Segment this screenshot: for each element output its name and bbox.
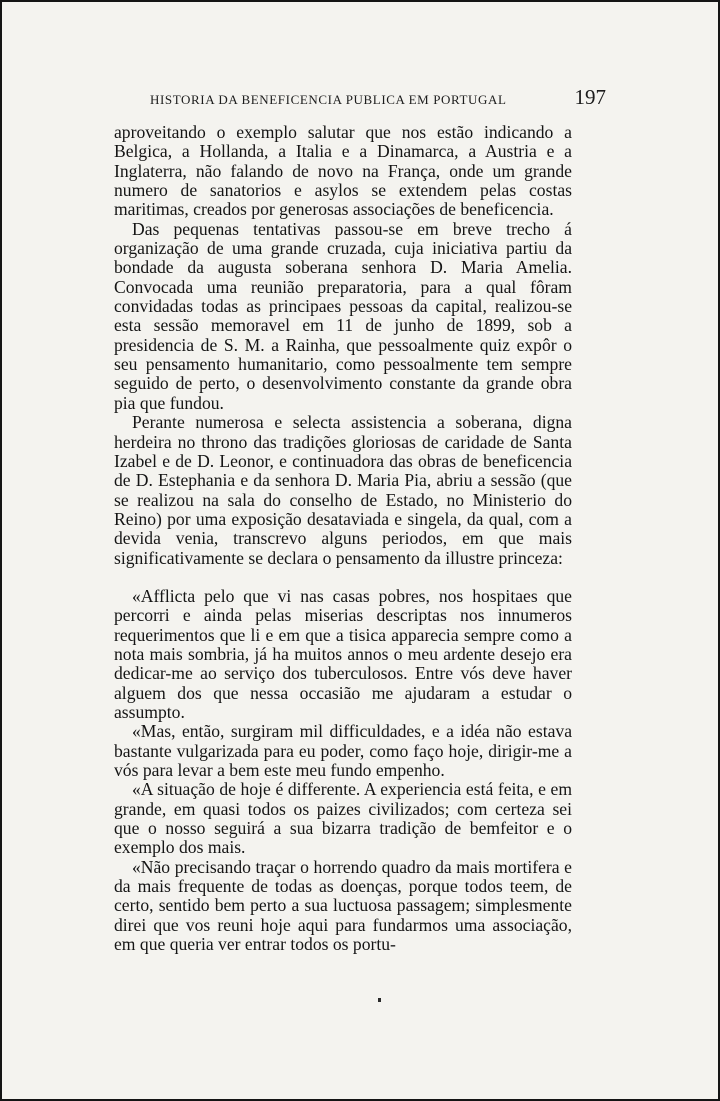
- quote-paragraph-nao-precisando: «Não precisando traçar o horrendo quadro da mais mortifera e da mais frequente de todas as doenças, porque todos teem, de certo, sentido bem perto a sua luctuosa passagem; simplesmente direi que vos reuni hoje aqui para fundarmos uma associação, em que queria ver entrar todos os portu-: [114, 856, 572, 955]
- quote-paragraph-mas: «Mas, então, surgiram mil difficuldades, e a idéa não estava bastante vulgarizada para eu poder, como faço hoje, dirigir-me a vós para levar a bem este meu fundo empenho.: [114, 721, 572, 780]
- ink-speck: [378, 998, 381, 1002]
- paragraph-cruzada: Das pequenas tentativas passou-se em breve trecho á organização de uma grande cruzada, cuja iniciativa partiu da bondade da augusta soberana senhora D. Maria Amelia. Convocada uma reunião preparatoria, para a qual fôram convidadas todas as principaes pessoas da capital, realizou-se esta sessão memoravel em 11 de junho de 1899, sob a presidencia de S. M. a Rainha, que pessoalmente quiz expôr o seu pensamento humanitario, como pessoalmente tem sempre seguido de perto, o desenvolvimento constante da grande obra pia que fundou.: [114, 218, 572, 413]
- paragraph-assistencia: Perante numerosa e selecta assistencia a soberana, digna herdeira no throno das tradições gloriosas de caridade de Santa Izabel e de D. Leonor, e continuadora das obras de beneficencia de D. Estephania e da senhora D. Maria Pia, abriu a sessão (que se realizou na sala do conselho de Estado, no Ministerio do Reino) por uma exposição desataviada e singela, da qual, com a devida venia, transcrevo alguns periodos, em que mais significativamente se declara o pensamento da illustre princeza:: [114, 412, 572, 568]
- running-title: HISTORIA DA BENEFICENCIA PUBLICA EM PORTUGAL: [150, 92, 507, 107]
- quote-paragraph-afflicta: «Afflicta pelo que vi nas casas pobres, nos hospitaes que percorri e ainda pelas miserias descriptas nos innumeros requerimentos que li e em que a tisica apparecia sempre como a nota mais sombria, já ha muitos annos o meu ardente desejo era dedicar-me ao serviço dos tuberculosos. Entre vós deve haver alguem dos que nessa occasião me ajudaram a estudar o assumpto.: [114, 585, 572, 722]
- paragraph-continuation: aproveitando o exemplo salutar que nos estão indicando a Belgica, a Hollanda, a Italia e a Dinamarca, a Austria e a Inglaterra, não falando de novo na França, onde um grande numero de sanatorios e asylos se extendem pelas costas maritimas, creados por generosas associações de beneficencia.: [114, 122, 572, 220]
- quote-paragraph-situacao: «A situação de hoje é differente. A experiencia está feita, e em grande, em quasi todos os paizes civilizados; com certeza sei que o nosso seguirá a sua bizarra tradição de bemfeitor e o exemplo dos mais.: [114, 779, 572, 858]
- body-text: [114, 123, 572, 954]
- page-number: 197: [574, 85, 606, 109]
